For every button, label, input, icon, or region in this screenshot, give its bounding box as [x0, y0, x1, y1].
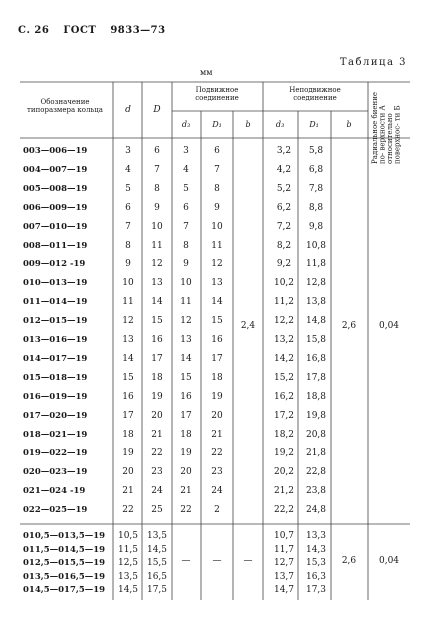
cell-d3b: 21,2	[273, 486, 295, 497]
cell-d3: 5	[183, 183, 189, 194]
cell-d3b: 22,2	[273, 505, 295, 516]
cell-D1: 18	[211, 372, 223, 383]
cell-D1: 6	[214, 146, 220, 156]
cell-D1b: 14,3	[305, 544, 327, 555]
cell-designation: 010,5—013,5—19	[23, 531, 106, 541]
cell-designation: 009—012 -19	[23, 259, 86, 270]
header-d3-fixed: d₃	[275, 120, 285, 129]
cell-D1b: 23,8	[305, 486, 327, 497]
cell-d3: 14	[180, 353, 192, 364]
cell-d: 12	[122, 316, 134, 327]
cell-D1b: 7,8	[308, 183, 324, 194]
cell-d: 13,5	[117, 571, 139, 582]
cell-D1: 15	[211, 316, 223, 327]
cell-D1b: 11,8	[305, 259, 327, 270]
cell-d3: 3	[183, 146, 189, 156]
cell-designation: 011—014—19	[23, 297, 88, 308]
cell-designation: 022—025—19	[23, 505, 88, 516]
cell-D1: 21	[211, 429, 223, 440]
cell-designation: 019—022—19	[23, 448, 88, 459]
cell-D: 19	[151, 391, 163, 402]
cell-D: 9	[154, 202, 160, 213]
cell-D1b: 5,8	[308, 146, 324, 156]
unit-label: мм	[200, 68, 213, 77]
cell-D: 11	[151, 240, 163, 251]
header-b-fixed: b	[346, 120, 352, 129]
cell-D1b: 21,8	[305, 448, 327, 459]
cell-d3b: 16,2	[273, 391, 295, 402]
cell-d: 11,5	[117, 544, 139, 555]
cell-d: 22	[122, 505, 134, 516]
cell-d: 21	[122, 486, 134, 497]
cell-D1b: 10,8	[305, 240, 327, 251]
cell-d: 20	[122, 467, 134, 478]
cell-D1b: 14,8	[305, 316, 327, 327]
cell-designation: 018—021—19	[23, 429, 88, 440]
cell-d3b: 8,2	[276, 240, 292, 251]
cell-d3: 7	[183, 221, 189, 232]
cell-D1: 17	[211, 353, 223, 364]
cell-d3b: 3,2	[276, 146, 292, 156]
cell-d3b: 5,2	[276, 183, 292, 194]
cell-D1: 14	[211, 297, 223, 308]
cell-designation: 003—006—19	[23, 146, 88, 156]
cell-D1: 22	[211, 448, 223, 459]
cell-d3: 21	[180, 486, 192, 497]
cell-D: 16,5	[146, 571, 168, 582]
fixed-b-value: 2,6	[341, 321, 357, 331]
cell-designation: 020—023—19	[23, 467, 88, 478]
cell-d3b: 10,2	[273, 278, 295, 289]
header-b: b	[245, 120, 251, 129]
cell-d3b: 13,2	[273, 335, 295, 345]
cell-designation: 012,5—015,5—19	[23, 558, 106, 569]
cell-D1b: 12,8	[305, 278, 327, 289]
cell-d3b: 20,2	[273, 467, 295, 478]
cell-D: 6	[154, 146, 160, 156]
cell-d: 6	[125, 202, 131, 213]
cell-designation: 013,5—016,5—19	[23, 571, 106, 582]
cell-designation: 006—009—19	[23, 202, 88, 213]
cell-d3: 18	[180, 429, 192, 440]
cell-D: 17	[151, 353, 163, 364]
cell-D: 23	[151, 467, 163, 478]
header-d3: d₃	[181, 120, 191, 129]
cell-d3: 4	[183, 164, 189, 175]
header-d: d	[125, 105, 131, 115]
cell-designation: 007—010—19	[23, 221, 88, 232]
cell-d: 10	[122, 278, 134, 289]
cell-designation: 014,5—017,5—19	[23, 585, 106, 596]
cell-d: 17	[122, 410, 134, 421]
cell-D1b: 16,3	[305, 571, 327, 582]
cell-d3: 16	[180, 391, 192, 402]
cell-D1b: 6,8	[308, 164, 324, 175]
cell-designation: 016—019—19	[23, 391, 88, 402]
cell-D: 10	[151, 221, 163, 232]
cell-D1: 10	[211, 221, 223, 232]
cell-D: 20	[151, 410, 163, 421]
cell-D: 15,5	[146, 558, 168, 569]
cell-D: 12	[151, 259, 163, 270]
cell-d3b: 11,7	[273, 544, 295, 555]
cell-d: 12,5	[117, 558, 139, 569]
cell-d3b: 4,2	[276, 164, 292, 175]
cell-d3b: 17,2	[273, 410, 295, 421]
cell-D: 21	[151, 429, 163, 440]
cell-d: 4	[125, 164, 131, 175]
cell-d: 5	[125, 183, 131, 194]
header-D1: D₁	[212, 120, 222, 129]
cell-designation: 017—020—19	[23, 410, 88, 421]
header-movable: Подвижное соединение	[195, 86, 239, 102]
cell-d3b: 10,7	[273, 531, 295, 541]
cell-d: 14,5	[117, 585, 139, 596]
cell-designation: 008—011—19	[23, 240, 88, 251]
cell-D1: 20	[211, 410, 223, 421]
cell-D1b: 8,8	[308, 202, 324, 213]
standard-label: ГОСТ	[63, 25, 97, 36]
cell-d: 8	[125, 240, 131, 251]
header-D1-fixed: D₁	[309, 120, 319, 129]
cell-D1: 12	[211, 259, 223, 270]
cell-d3: 22	[180, 505, 192, 516]
cell-D1b: 22,8	[305, 467, 327, 478]
cell-designation: 015—018—19	[23, 372, 88, 383]
header-designation: Обозначение типоразмера кольца	[27, 98, 103, 114]
cell-designation: 004—007—19	[23, 164, 88, 175]
cell-D1b: 13,8	[305, 297, 327, 308]
cell-D1b: 17,8	[305, 372, 327, 383]
cell-D: 18	[151, 372, 163, 383]
cell-d3: 19	[180, 448, 192, 459]
cell-d3b: 12,2	[273, 316, 295, 327]
cell-designation: 021—024 -19	[23, 486, 86, 497]
cell-d3b: 14,7	[273, 585, 295, 596]
cell-D1b: 17,3	[305, 585, 327, 596]
header-fixed: Неподвижное соединение	[289, 86, 341, 102]
cell-D1b: 15,3	[305, 558, 327, 569]
cell-d: 19	[122, 448, 134, 459]
cell-d: 3	[125, 146, 131, 156]
cell-D1b: 13,3	[305, 531, 327, 541]
cell-designation: 011,5—014,5—19	[23, 544, 106, 555]
cell-d3b: 18,2	[273, 429, 295, 440]
cell-D1: 11	[211, 240, 223, 251]
cell-d3: 11	[180, 297, 192, 308]
cell-D1: 16	[211, 335, 223, 345]
cell-d3b: 6,2	[276, 202, 292, 213]
cell-d: 15	[122, 372, 134, 383]
cell-designation: 014—017—19	[23, 353, 88, 364]
cell-d: 7	[125, 221, 131, 232]
group2-D1-value: —	[212, 556, 222, 566]
cell-D: 14	[151, 297, 163, 308]
cell-d3: 8	[183, 240, 189, 251]
cell-d3: 9	[183, 259, 189, 270]
standard-number: 9833—73	[110, 25, 166, 36]
cell-d: 11	[122, 297, 134, 308]
cell-D1: 24	[211, 486, 223, 497]
cell-D: 14,5	[146, 544, 168, 555]
group2-fixed-b-value: 2,6	[341, 556, 357, 566]
group2-runout-value: 0,04	[378, 556, 400, 566]
cell-d: 13	[122, 335, 134, 345]
cell-D: 17,5	[146, 585, 168, 596]
cell-D: 22	[151, 448, 163, 459]
cell-d3b: 19,2	[273, 448, 295, 459]
cell-D1b: 18,8	[305, 391, 327, 402]
cell-designation: 013—016—19	[23, 335, 88, 345]
runout-value: 0,04	[378, 321, 400, 331]
group2-d3-value: —	[181, 556, 191, 566]
cell-D1b: 19,8	[305, 410, 327, 421]
cell-D1b: 9,8	[308, 221, 324, 232]
movable-b-value: 2,4	[240, 321, 256, 331]
header-D: D	[153, 105, 161, 115]
cell-D1: 8	[214, 183, 220, 194]
cell-D1b: 15,8	[305, 335, 327, 345]
cell-d3: 15	[180, 372, 192, 383]
cell-D: 25	[151, 505, 163, 516]
cell-D: 15	[151, 316, 163, 327]
cell-d3b: 9,2	[276, 259, 292, 270]
cell-d3b: 11,2	[273, 297, 295, 308]
cell-D1: 13	[211, 278, 223, 289]
cell-D1: 2	[214, 505, 220, 516]
cell-d3b: 13,7	[273, 571, 295, 582]
cell-d3b: 14,2	[273, 353, 295, 364]
cell-d: 10,5	[117, 531, 139, 541]
header-runout: Радиальное биение по- верхности А относительно поверхнос- ти Б	[371, 91, 402, 164]
page-number: С. 26	[18, 25, 50, 36]
cell-D1: 7	[214, 164, 220, 175]
cell-D1: 9	[214, 202, 220, 213]
cell-d3: 10	[180, 278, 192, 289]
group2-b-value: —	[243, 556, 253, 566]
cell-D1b: 24,8	[305, 505, 327, 516]
cell-d3: 20	[180, 467, 192, 478]
cell-d3b: 15,2	[273, 372, 295, 383]
cell-d3b: 12,7	[273, 558, 295, 569]
cell-D: 7	[154, 164, 160, 175]
cell-D: 13	[151, 278, 163, 289]
cell-d3b: 7,2	[276, 221, 292, 232]
cell-d: 14	[122, 353, 134, 364]
cell-D: 24	[151, 486, 163, 497]
cell-designation: 005—008—19	[23, 183, 88, 194]
cell-d3: 13	[180, 335, 192, 345]
cell-D1: 19	[211, 391, 223, 402]
table-title: Таблица 3	[339, 57, 407, 68]
cell-d: 9	[125, 259, 131, 270]
cell-D1: 23	[211, 467, 223, 478]
cell-d3: 17	[180, 410, 192, 421]
cell-d: 16	[122, 391, 134, 402]
cell-d: 18	[122, 429, 134, 440]
cell-designation: 010—013—19	[23, 278, 88, 289]
cell-D1b: 16,8	[305, 353, 327, 364]
cell-D: 16	[151, 335, 163, 345]
cell-D: 8	[154, 183, 160, 194]
cell-designation: 012—015—19	[23, 316, 88, 327]
cell-D: 13,5	[146, 531, 168, 541]
cell-D1b: 20,8	[305, 429, 327, 440]
cell-d3: 6	[183, 202, 189, 213]
cell-d3: 12	[180, 316, 192, 327]
